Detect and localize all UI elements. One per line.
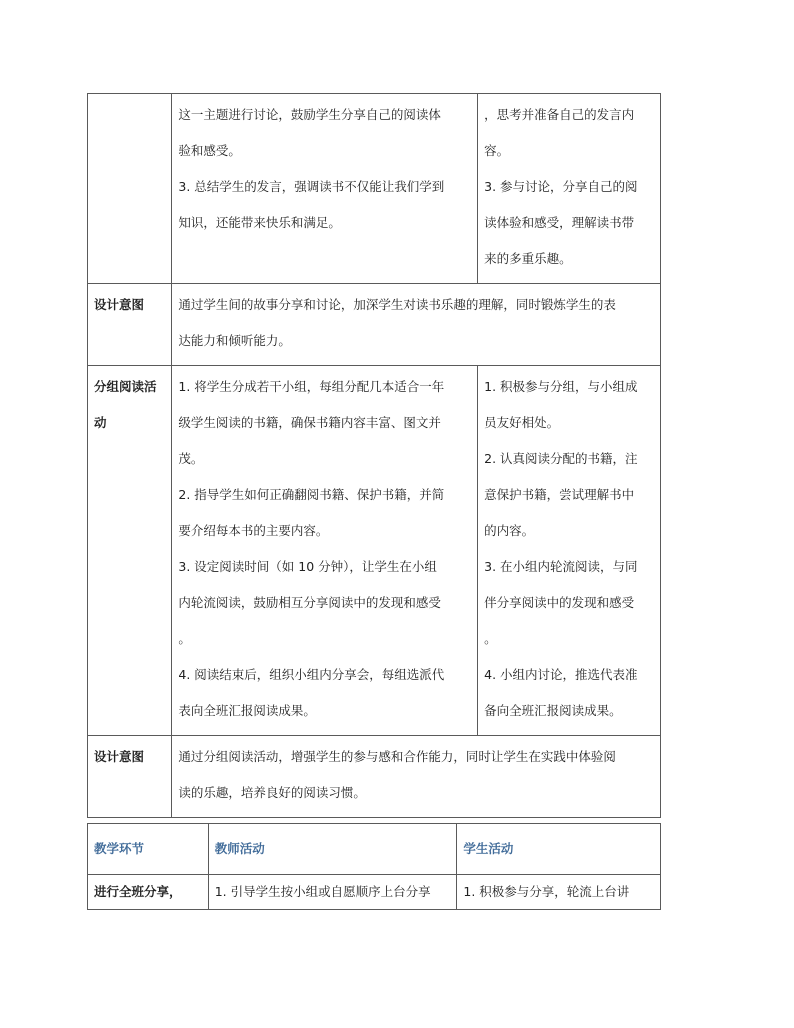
- student-text: 1. 积极参与分享，轮流上台讲: [463, 884, 630, 899]
- label-cell: [88, 736, 172, 818]
- student-activity-line: 4. 小组内讨论，推选代表准: [484, 667, 638, 682]
- design-intent-line: 通过分组阅读活动，增强学生的参与感和合作能力，同时让学生在实践中体验阅: [178, 749, 616, 764]
- table-row: [88, 284, 661, 366]
- header-cell: [457, 824, 661, 875]
- student-activity-line: 容。: [484, 143, 510, 158]
- teacher-cell: [208, 875, 457, 910]
- table-row: [88, 366, 661, 736]
- teacher-activity-line: 内轮流阅读，鼓励相互分享阅读中的发现和感受: [178, 595, 441, 610]
- label-cell: [88, 94, 172, 284]
- stage-text: 进行全班分享，: [94, 884, 182, 899]
- header-cell: [208, 824, 457, 875]
- teacher-activity-line: 这一主题进行讨论，鼓励学生分享自己的阅读体: [178, 107, 441, 122]
- design-intent-label: 设计意图: [94, 297, 145, 312]
- table-row: [88, 736, 661, 818]
- student-activity-line: 来的多重乐趣。: [484, 251, 572, 266]
- student-activity-line: 2. 认真阅读分配的书籍，注: [484, 451, 638, 466]
- student-cell: [478, 366, 661, 736]
- teacher-activity-line: 茂。: [178, 451, 204, 466]
- teacher-activity-line: 。: [178, 631, 191, 646]
- student-activity-line: 3. 参与讨论，分享自己的阅: [484, 179, 638, 194]
- student-cell: [457, 875, 661, 910]
- teacher-text: 1. 引导学生按小组或自愿顺序上台分享: [214, 884, 431, 899]
- design-intent-line: 达能力和倾听能力。: [178, 333, 291, 348]
- label-cell: [88, 284, 172, 366]
- activity-label-line: 动: [94, 415, 107, 430]
- teacher-activity-line: 2. 指导学生如何正确翻阅书籍、保护书籍，并简: [178, 487, 445, 502]
- student-activity-line: 读体验和感受，理解读书带: [484, 215, 635, 230]
- header-teacher-activity: 教师活动: [214, 841, 265, 856]
- student-activity-line: 员友好相处。: [484, 415, 560, 430]
- activity-label-line: 分组阅读活: [94, 379, 157, 394]
- student-activity-line: 3. 在小组内轮流阅读，与同: [484, 559, 638, 574]
- design-intent-line: 读的乐趣，培养良好的阅读习惯。: [178, 785, 366, 800]
- table-row: [88, 94, 661, 284]
- student-activity-line: 。: [484, 631, 497, 646]
- teacher-cell: [172, 94, 478, 284]
- lesson-table-2: [87, 823, 661, 910]
- teacher-activity-line: 要介绍每本书的主要内容。: [178, 523, 329, 538]
- student-activity-line: 1. 积极参与分组，与小组成: [484, 379, 638, 394]
- table-row: [88, 875, 661, 910]
- teacher-activity-line: 知识，还能带来快乐和满足。: [178, 215, 341, 230]
- header-cell: [88, 824, 209, 875]
- teacher-activity-line: 3. 设定阅读时间（如 10 分钟），让学生在小组: [178, 559, 437, 574]
- student-cell: [478, 94, 661, 284]
- table-header-row: [88, 824, 661, 875]
- header-teaching-stage: 教学环节: [94, 841, 145, 856]
- merged-cell: [172, 736, 661, 818]
- student-activity-line: 意保护书籍，尝试理解书中: [484, 487, 635, 502]
- teacher-activity-line: 1. 将学生分成若干小组，每组分配几本适合一年: [178, 379, 445, 394]
- student-activity-line: 伴分享阅读中的发现和感受: [484, 595, 635, 610]
- lesson-table-1: [87, 93, 661, 818]
- teacher-activity-line: 表向全班汇报阅读成果。: [178, 703, 316, 718]
- stage-cell: [88, 875, 209, 910]
- teacher-cell: [172, 366, 478, 736]
- student-activity-line: 的内容。: [484, 523, 535, 538]
- student-activity-line: ，思考并准备自己的发言内: [484, 107, 635, 122]
- teacher-activity-line: 3. 总结学生的发言，强调读书不仅能让我们学到: [178, 179, 445, 194]
- design-intent-line: 通过学生间的故事分享和讨论，加深学生对读书乐趣的理解，同时锻炼学生的表: [178, 297, 616, 312]
- design-intent-label: 设计意图: [94, 749, 145, 764]
- teacher-activity-line: 验和感受。: [178, 143, 241, 158]
- label-cell: [88, 366, 172, 736]
- teacher-activity-line: 级学生阅读的书籍，确保书籍内容丰富、图文并: [178, 415, 441, 430]
- merged-cell: [172, 284, 661, 366]
- teacher-activity-line: 4. 阅读结束后，组织小组内分享会，每组选派代: [178, 667, 445, 682]
- header-student-activity: 学生活动: [463, 841, 514, 856]
- student-activity-line: 备向全班汇报阅读成果。: [484, 703, 622, 718]
